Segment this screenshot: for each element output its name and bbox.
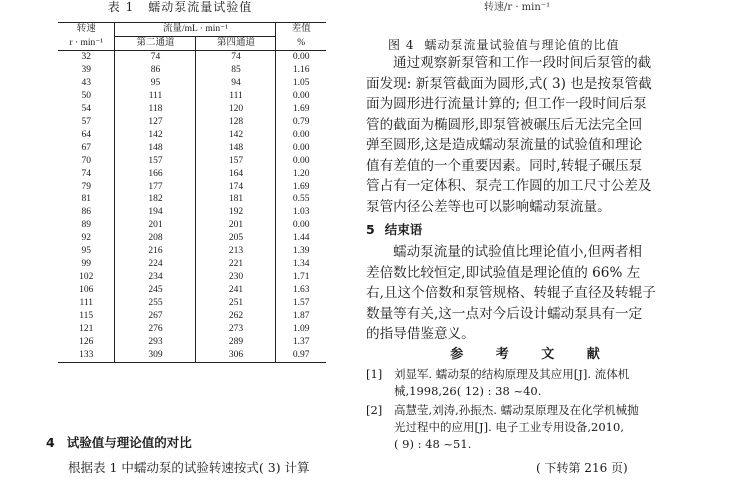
table-title <box>0 0 360 14</box>
channel-4-cell: 289 <box>196 336 276 349</box>
channel-4-cell: 221 <box>196 258 276 271</box>
channel-2-cell: 255 <box>115 297 196 310</box>
paragraph-line: 管占有一定体积、泵壳工作圆的加工尺寸公差及 <box>366 178 652 194</box>
paragraph-conclusion <box>366 242 698 345</box>
channel-4-cell: 181 <box>196 193 276 206</box>
diff-cell: 1.05 <box>292 77 310 88</box>
table-row <box>58 64 326 77</box>
channel-2-cell: 234 <box>115 271 196 284</box>
channel-4-cell: 164 <box>196 168 276 181</box>
speed-cell: 111 <box>58 297 115 310</box>
diff-cell: 1.16 <box>292 64 310 75</box>
header-diff: 差值 <box>276 23 326 37</box>
channel-4-cell: 205 <box>196 232 276 245</box>
paragraph-line: 弹至圆形,这是造成蠕动泵流量的试验值和理论 <box>366 137 643 153</box>
table-row <box>58 193 326 206</box>
table-row <box>58 232 326 245</box>
header-channel-2: 第二通道 <box>115 37 196 51</box>
diff-cell: 1.44 <box>292 233 310 244</box>
channel-2-cell: 177 <box>115 181 196 194</box>
section-4-heading <box>46 435 192 451</box>
channel-4-cell: 128 <box>196 116 276 129</box>
table-row <box>58 206 326 219</box>
speed-cell: 64 <box>58 129 115 142</box>
channel-2-cell: 224 <box>115 258 196 271</box>
header-flow: 流量/mL · min⁻¹ <box>115 23 276 37</box>
reference-text: 械,1998,26( 12) : 38 ~40. <box>394 384 542 398</box>
channel-2-cell: 148 <box>115 142 196 155</box>
channel-2-cell: 142 <box>115 129 196 142</box>
references-heading: 参 考 文 献 <box>450 347 614 362</box>
speed-cell: 102 <box>58 271 115 284</box>
reference-label: [1] <box>366 367 383 381</box>
paragraph-line: 差倍数比较恒定,即试验值是理论值的 66% 左 <box>366 264 641 281</box>
speed-cell: 50 <box>58 90 115 103</box>
channel-4-cell: 148 <box>196 142 276 155</box>
diff-cell: 1.57 <box>292 298 310 309</box>
channel-4-cell: 192 <box>196 206 276 219</box>
header-speed: 转速 <box>58 23 115 37</box>
table-row <box>58 116 326 129</box>
header-speed-unit: r · min⁻¹ <box>58 37 115 51</box>
channel-2-cell: 208 <box>115 232 196 245</box>
paragraph-line: 的指导借鉴意义。 <box>366 326 475 342</box>
table-row <box>58 142 326 155</box>
channel-4-cell: 273 <box>196 323 276 336</box>
channel-2-cell: 74 <box>115 51 196 64</box>
section-4-number: 4 <box>46 435 55 450</box>
diff-cell: 0.00 <box>292 129 310 140</box>
diff-cell: 1.69 <box>292 103 310 114</box>
channel-2-cell: 267 <box>115 310 196 323</box>
section-4-text: 根据表 1 中蠕动泵的试验转速按式( 3) 计算 <box>68 460 310 475</box>
speed-cell: 39 <box>58 64 115 77</box>
channel-4-cell: 262 <box>196 310 276 323</box>
speed-cell: 121 <box>58 323 115 336</box>
flow-test-table <box>58 22 326 363</box>
channel-4-cell: 111 <box>196 90 276 103</box>
speed-cell: 115 <box>58 310 115 323</box>
diff-cell: 0.79 <box>292 116 310 127</box>
channel-2-cell: 118 <box>115 103 196 116</box>
channel-4-cell: 213 <box>196 245 276 258</box>
speed-cell: 95 <box>58 245 115 258</box>
channel-4-cell: 241 <box>196 284 276 297</box>
speed-cell: 57 <box>58 116 115 129</box>
reference-text: 光过程中的应用[J]. 电子工业专用设备,2010, <box>394 420 624 434</box>
speed-cell: 67 <box>58 142 115 155</box>
channel-4-cell: 201 <box>196 219 276 232</box>
table-title-text: 蠕动泵流量试验值 <box>148 0 253 14</box>
speed-cell: 126 <box>58 336 115 349</box>
figure-axis-label: 转速/r · min⁻¹ <box>484 2 551 13</box>
table-row <box>58 155 326 168</box>
paragraph-line: 数量等有关,这一点对今后设计蠕动泵具有一定 <box>366 305 643 322</box>
paragraph-line: 右,且这个倍数和泵管规格、转辊子直径及转辊子 <box>366 285 656 301</box>
channel-2-cell: 194 <box>115 206 196 219</box>
channel-2-cell: 216 <box>115 245 196 258</box>
channel-4-cell: 174 <box>196 181 276 194</box>
header-diff-unit: % <box>276 37 326 51</box>
diff-cell: 1.20 <box>292 168 310 179</box>
channel-2-cell: 309 <box>115 349 196 362</box>
channel-4-cell: 74 <box>196 51 276 64</box>
table-row <box>58 284 326 297</box>
table-row <box>58 323 326 336</box>
section-4-title: 试验值与理论值的对比 <box>66 435 192 450</box>
diff-cell: 1.71 <box>292 272 310 283</box>
channel-4-cell: 142 <box>196 129 276 142</box>
paragraph-observation <box>366 53 698 217</box>
table-row <box>58 271 326 284</box>
table-row <box>58 51 326 64</box>
speed-cell: 32 <box>58 51 115 64</box>
speed-cell: 106 <box>58 284 115 297</box>
channel-2-cell: 111 <box>115 90 196 103</box>
diff-cell: 1.69 <box>292 181 310 192</box>
channel-4-cell: 306 <box>196 349 276 362</box>
table-row <box>58 90 326 103</box>
paragraph-line: 面为圆形进行流量计算的; 但工作一段时间后泵 <box>366 96 647 112</box>
table-row <box>58 336 326 349</box>
paragraph-line: 泵管内径公差等也可以影响蠕动泵流量。 <box>366 198 611 215</box>
channel-4-cell: 120 <box>196 103 276 116</box>
diff-cell: 1.63 <box>292 285 310 296</box>
table-row <box>58 129 326 142</box>
channel-2-cell: 276 <box>115 323 196 336</box>
speed-cell: 74 <box>58 168 115 181</box>
speed-cell: 99 <box>58 258 115 271</box>
speed-cell: 81 <box>58 193 115 206</box>
diff-cell: 0.00 <box>292 52 310 62</box>
channel-2-cell: 293 <box>115 336 196 349</box>
table-row <box>58 297 326 310</box>
channel-4-cell: 230 <box>196 271 276 284</box>
diff-cell: 0.00 <box>292 90 310 101</box>
channel-2-cell: 166 <box>115 168 196 181</box>
continued-note: ( 下转第 216 页) <box>536 461 628 475</box>
section-5-title: 结束语 <box>384 222 423 237</box>
diff-cell: 1.39 <box>292 246 310 257</box>
channel-2-cell: 201 <box>115 219 196 232</box>
speed-cell: 43 <box>58 77 115 90</box>
channel-2-cell: 157 <box>115 155 196 168</box>
table-row <box>58 310 326 323</box>
header-channel-4: 第四通道 <box>196 37 276 51</box>
diff-cell: 1.87 <box>292 311 310 322</box>
table-row <box>58 103 326 116</box>
figure-caption <box>388 38 619 52</box>
paragraph-line: 蠕动泵流量的试验值比理论值小,但两者相 <box>393 244 643 260</box>
speed-cell: 89 <box>58 219 115 232</box>
table-row <box>58 219 326 232</box>
speed-cell: 54 <box>58 103 115 116</box>
diff-cell: 1.37 <box>292 336 310 347</box>
diff-cell: 0.55 <box>292 194 310 205</box>
diff-cell: 0.00 <box>292 142 310 153</box>
channel-2-cell: 95 <box>115 77 196 90</box>
table-row <box>58 349 326 362</box>
channel-4-cell: 94 <box>196 77 276 90</box>
speed-cell: 79 <box>58 181 115 194</box>
channel-4-cell: 85 <box>196 64 276 77</box>
paragraph-line: 值有差值的一个重要因素。同时,转辊子碾压泵 <box>366 157 643 174</box>
paragraph-line: 通过观察新泵管和工作一段时间后泵管的截 <box>393 55 652 71</box>
diff-cell: 0.00 <box>292 220 310 231</box>
speed-cell: 92 <box>58 232 115 245</box>
table-row <box>58 181 326 194</box>
section-5-heading <box>366 222 422 238</box>
reference-item <box>366 402 698 453</box>
speed-cell: 86 <box>58 206 115 219</box>
reference-text: ( 9) : 48 ~51. <box>394 437 472 451</box>
diff-cell: 0.00 <box>292 155 310 166</box>
diff-cell: 0.97 <box>276 349 326 362</box>
diff-cell: 1.09 <box>292 324 310 335</box>
reference-label: [2] <box>366 403 383 417</box>
paragraph-line: 面发现: 新泵管截面为圆形,式( 3) 也是按泵管截 <box>366 75 652 92</box>
speed-cell: 70 <box>58 155 115 168</box>
figure-number: 图 4 <box>388 38 415 52</box>
paragraph-line: 管的截面为椭圆形,即泵管被碾压后无法完全回 <box>366 116 643 133</box>
diff-cell: 1.03 <box>292 207 310 218</box>
channel-2-cell: 182 <box>115 193 196 206</box>
channel-2-cell: 127 <box>115 116 196 129</box>
table-row <box>58 245 326 258</box>
reference-text: 刘显军. 蠕动泵的结构原理及其应用[J]. 流体机 <box>394 367 630 381</box>
reference-text: 高慧莹,刘涛,孙振杰. 蠕动泵原理及在化学机械抛 <box>394 403 639 417</box>
diff-cell: 1.34 <box>292 259 310 270</box>
table-row <box>58 168 326 181</box>
figure-caption-text: 蠕动泵流量试验值与理论值的比值 <box>424 38 620 52</box>
channel-2-cell: 86 <box>115 64 196 77</box>
section-5-number: 5 <box>366 222 375 237</box>
reference-item <box>366 366 698 400</box>
table-row <box>58 258 326 271</box>
table-row <box>58 77 326 90</box>
table-number: 表 1 <box>107 0 135 14</box>
channel-4-cell: 157 <box>196 155 276 168</box>
table-body <box>58 51 326 363</box>
channel-4-cell: 251 <box>196 297 276 310</box>
channel-2-cell: 245 <box>115 284 196 297</box>
speed-cell: 133 <box>58 349 115 362</box>
